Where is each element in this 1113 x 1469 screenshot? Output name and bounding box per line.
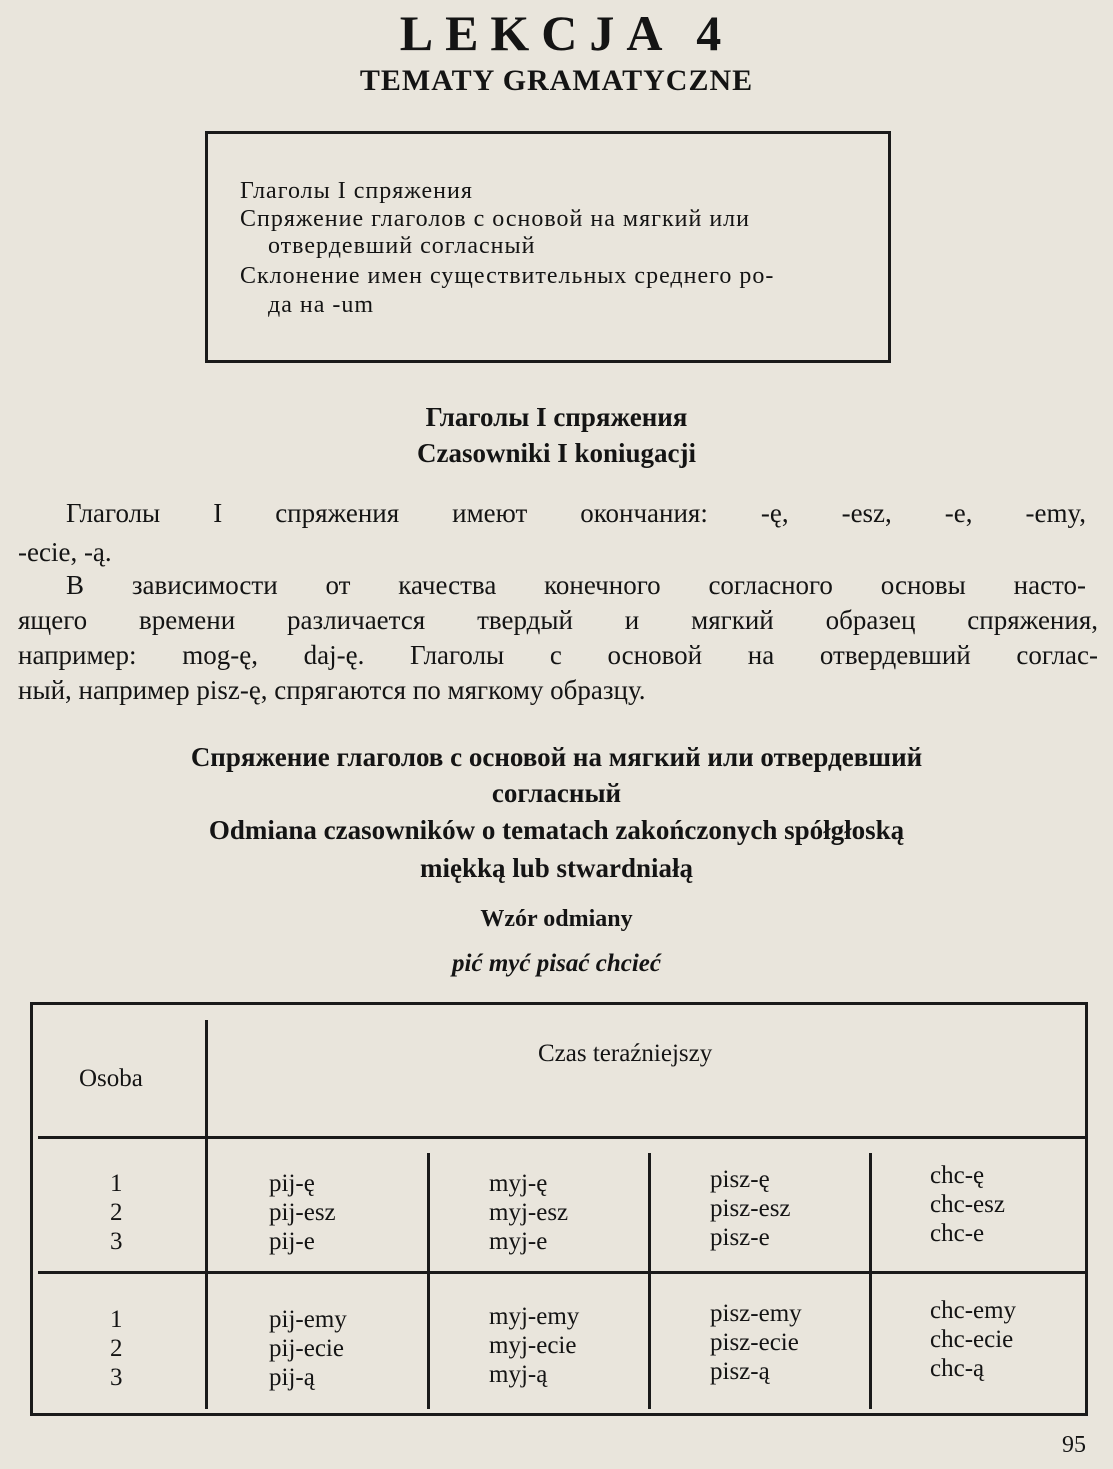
paragraph-line: например: mog-ę, daj-ę. Глаголы с основой на отвердевший соглас- [18,640,1098,670]
pattern-verbs: pić myć pisać chcieć [452,950,661,977]
table-divider [205,1020,208,1409]
topic-item: Спряжение глаголов с основой на мягкий или [240,206,750,232]
topic-item: да на -um [268,292,375,318]
section2-heading-pl: Odmiana czasowników o tematach zakończonych spółgłoską [208,815,905,845]
plural-pic-forms: pij-emy pij-ecie pij-ą [269,1306,347,1391]
section-heading-pl: Czasowniki I koniugacji [416,438,697,468]
section2-heading-pl-cont: miękką lub stwardniałą [419,853,694,883]
singular-person-numbers: 1 2 3 [110,1170,123,1255]
paragraph-line: Глаголы I спряжения имеют окончания: -ę, -esz, -e, -emy, [66,498,1086,528]
person-header: Osoba [79,1065,143,1092]
singular-chciec-forms: chc-ę chc-esz chc-e [930,1162,1005,1247]
topic-item: Глаголы I спряжения [240,178,473,204]
tense-header: Czas teraźniejszy [538,1040,713,1067]
singular-pic-forms: pij-ę pij-esz pij-e [269,1170,336,1255]
singular-pisac-forms: pisz-ę pisz-esz pisz-e [710,1166,791,1251]
table-rule [38,1271,1086,1274]
paragraph-line: В зависимости от качества конечного согласного основы насто- [66,570,1086,600]
plural-pisac-forms: pisz-emy pisz-ecie pisz-ą [710,1300,802,1385]
plural-chciec-forms: chc-emy chc-ecie chc-ą [930,1297,1017,1382]
conjugation-table [30,1002,1088,1416]
grammar-topics-box [205,131,891,363]
lesson-subtitle: TEMATY GRAMATYCZNE [359,64,754,97]
paragraph-line: ный, например pisz-ę, спрягаются по мягкому образцу. [18,675,646,705]
page-number: 95 [1062,1432,1086,1458]
paragraph-line: -ecie, -ą. [18,537,112,567]
singular-myc-forms: myj-ę myj-esz myj-e [489,1170,569,1255]
pattern-label: Wzór odmiany [480,906,633,932]
table-divider [869,1153,872,1409]
table-rule [38,1136,1086,1139]
section2-heading-ru: Спряжение глаголов с основой на мягкий или отвердевший [190,742,923,772]
table-divider [648,1153,651,1409]
plural-myc-forms: myj-emy myj-ecie myj-ą [489,1303,580,1388]
section2-heading-ru-cont: согласный [491,778,622,808]
paragraph-line: ящего времени различается твердый и мягкий образец спряжения, [18,605,1098,635]
section-heading-ru: Глаголы I спряжения [425,402,688,432]
lesson-title: LEKCJA 4 [399,5,734,61]
table-divider [427,1153,430,1409]
topic-item: Склонение имен существительных среднего ро- [240,263,775,289]
topic-item: отвердевший согласный [268,233,536,259]
plural-person-numbers: 1 2 3 [110,1306,123,1391]
